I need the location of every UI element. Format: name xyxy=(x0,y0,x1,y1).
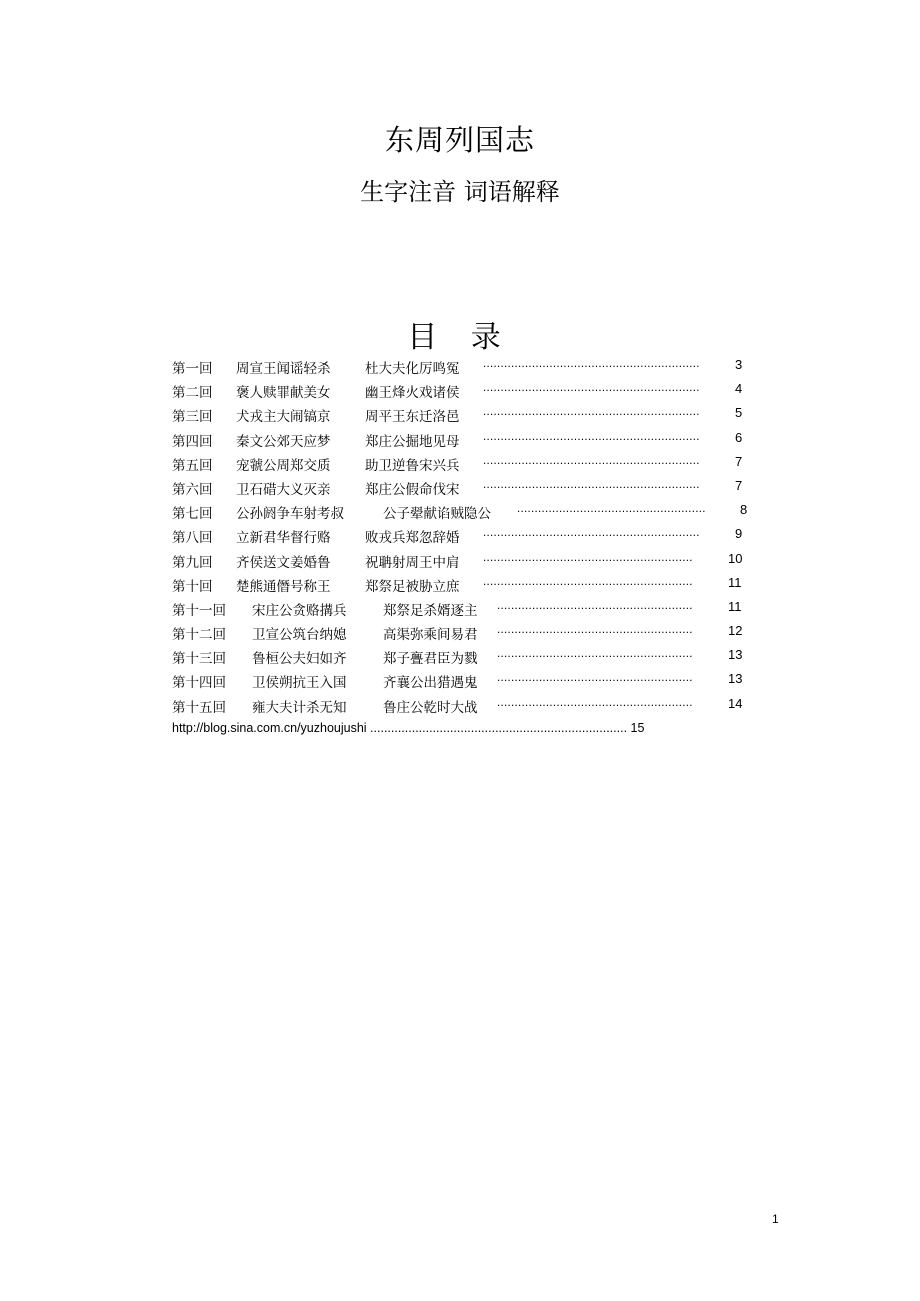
toc-second-line: 郑庄公掘地见母 xyxy=(365,433,460,450)
toc-second-line: 败戎兵郑忽辞婚 xyxy=(365,530,460,547)
toc-second-line: 郑子亹君臣为戮 xyxy=(383,651,478,668)
toc-dot-leader: .............................................................. xyxy=(483,406,700,419)
toc-page-number: 13 xyxy=(728,671,743,687)
toc-second-line: 助卫逆鲁宋兴兵 xyxy=(365,457,460,474)
toc-page-number: 7 xyxy=(735,477,743,493)
toc-row[interactable] xyxy=(172,621,772,645)
toc-row[interactable] xyxy=(172,549,772,573)
toc-chapter-label: 第十三回 xyxy=(172,651,226,668)
toc-second-line: 高渠弥乘间易君 xyxy=(383,627,478,644)
toc-dot-leader: .............................................................. xyxy=(483,382,700,395)
page-number: 1 xyxy=(772,1212,779,1226)
toc-dot-leader: ........................................................ xyxy=(497,599,693,612)
toc-page-number: 7 xyxy=(735,453,743,469)
toc-chapter-label: 第七回 xyxy=(172,506,213,523)
toc-first-line: 立新君华督行赂 xyxy=(236,530,331,547)
toc-dot-leader: ............................................................ xyxy=(483,575,693,588)
toc-row[interactable] xyxy=(172,645,772,669)
toc-page-number: 8 xyxy=(740,502,748,518)
toc-page-number: 14 xyxy=(728,695,743,711)
toc-dot-leader: .............................................................. xyxy=(483,358,700,370)
toc-first-line: 秦文公郊天应梦 xyxy=(236,433,331,450)
toc-dot-leader: ........................................................ xyxy=(497,696,693,709)
toc-first-line: 宋庄公贪赂搆兵 xyxy=(252,602,347,619)
toc-page-number: 12 xyxy=(728,623,743,639)
toc-page-number: 4 xyxy=(735,381,743,397)
toc-chapter-label: 第十二回 xyxy=(172,627,226,644)
toc-first-line: 鲁桓公夫妇如齐 xyxy=(252,651,347,668)
toc-dot-leader: .............................................................. xyxy=(483,430,700,443)
toc-page-number: 13 xyxy=(728,647,743,663)
toc-first-line: 卫侯朔抗王入国 xyxy=(252,675,347,692)
toc-dot-leader: .............................................................. xyxy=(483,478,700,491)
toc-page-number: 6 xyxy=(735,429,743,445)
toc-second-line: 齐襄公出猎遇鬼 xyxy=(383,675,478,692)
toc-chapter-label: 第四回 xyxy=(172,433,213,450)
document-subtitle: 生字注音 词语解释 xyxy=(360,178,560,206)
toc-chapter-label: 第六回 xyxy=(172,481,213,498)
toc-row[interactable] xyxy=(172,403,772,427)
toc-second-line: 郑祭足被胁立庶 xyxy=(365,578,460,595)
toc-chapter-label: 第十四回 xyxy=(172,675,226,692)
toc-chapter-label: 第二回 xyxy=(172,385,213,402)
toc-chapter-label: 第十一回 xyxy=(172,602,226,619)
toc-row[interactable] xyxy=(172,379,772,403)
toc-first-line: 周宣王闻谣轻杀 xyxy=(236,361,331,377)
toc-row[interactable] xyxy=(172,573,772,597)
toc-second-line: 公子翚献谄贼隐公 xyxy=(383,506,491,523)
toc-second-line: 周平王东迁洛邑 xyxy=(365,409,460,426)
toc-page-number: 5 xyxy=(735,405,743,421)
toc-chapter-label: 第十回 xyxy=(172,578,213,595)
toc-dot-leader: ............................................................ xyxy=(483,551,693,564)
toc-heading: 目 录 xyxy=(407,320,513,355)
toc-row[interactable] xyxy=(172,694,772,718)
toc-row[interactable] xyxy=(172,452,772,476)
document-title: 东周列国志 xyxy=(384,123,535,157)
toc-dot-leader: ........................................................ xyxy=(497,672,693,685)
toc-page-number: 9 xyxy=(735,526,743,542)
toc-first-line: 宠虢公周郑交质 xyxy=(236,457,331,474)
toc-page-number: 11 xyxy=(728,574,742,590)
toc-page-number: 10 xyxy=(728,550,743,566)
toc-second-line: 郑祭足杀婿逐主 xyxy=(383,602,478,619)
toc-url-entry[interactable] xyxy=(172,721,644,735)
toc-dot-leader: ........................................................ xyxy=(497,648,693,661)
toc-row[interactable] xyxy=(172,669,772,693)
toc-chapter-label: 第八回 xyxy=(172,530,213,547)
table-of-contents xyxy=(172,355,772,718)
toc-second-line: 杜大夫化厉鸣冤 xyxy=(365,361,460,377)
toc-chapter-label: 第五回 xyxy=(172,457,213,474)
toc-first-line: 雍大夫计杀无知 xyxy=(252,699,347,716)
toc-second-line: 郑庄公假命伐宋 xyxy=(365,481,460,498)
toc-first-line: 褒人赎罪献美女 xyxy=(236,385,331,402)
toc-second-line: 鲁庄公乾时大战 xyxy=(383,699,478,716)
toc-row[interactable] xyxy=(172,597,772,621)
toc-row[interactable] xyxy=(172,355,772,379)
toc-first-line: 楚熊通僭号称王 xyxy=(236,578,331,595)
toc-dot-leader: .............................................................. xyxy=(483,454,700,467)
toc-second-line: 幽王烽火戏诸侯 xyxy=(365,385,460,402)
toc-chapter-label: 第三回 xyxy=(172,409,213,426)
toc-page-number: 3 xyxy=(735,357,743,372)
toc-first-line: 卫宣公筑台纳媳 xyxy=(252,627,347,644)
toc-first-line: 卫石碏大义灭亲 xyxy=(236,481,331,498)
toc-page-number: 11 xyxy=(728,598,742,614)
toc-chapter-label: 第十五回 xyxy=(172,699,226,716)
toc-row[interactable] xyxy=(172,476,772,500)
toc-dot-leader: .......................................................................... xyxy=(370,721,628,735)
toc-first-line: 犬戎主大闹镐京 xyxy=(236,409,331,426)
toc-dot-leader: ........................................................ xyxy=(497,624,693,637)
toc-row[interactable] xyxy=(172,428,772,452)
toc-url-text: http://blog.sina.com.cn/yuzhoujushi xyxy=(172,721,367,735)
toc-chapter-label: 第一回 xyxy=(172,361,213,377)
toc-chapter-label: 第九回 xyxy=(172,554,213,571)
toc-dot-leader: .............................................................. xyxy=(483,527,700,540)
toc-first-line: 齐侯送文姜婚鲁 xyxy=(236,554,331,571)
toc-page-number: 15 xyxy=(630,721,645,735)
toc-first-line: 公孙阏争车射考叔 xyxy=(236,506,344,523)
toc-second-line: 祝聃射周王中肩 xyxy=(365,554,460,571)
toc-row[interactable] xyxy=(172,524,772,548)
toc-row[interactable] xyxy=(172,500,772,524)
toc-dot-leader: ...................................................... xyxy=(517,503,706,516)
